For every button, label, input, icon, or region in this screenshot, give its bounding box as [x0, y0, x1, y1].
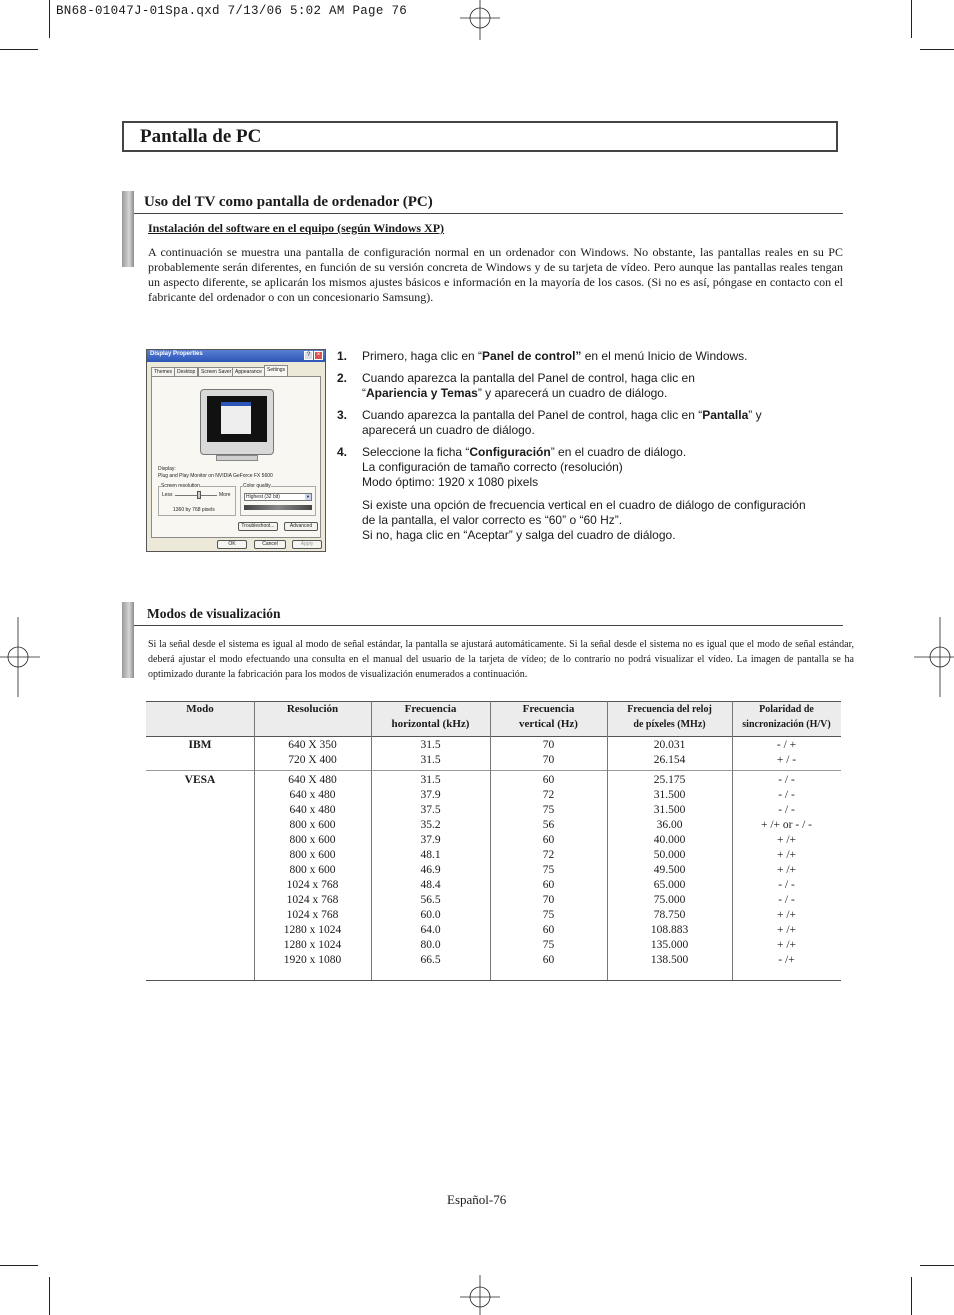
color-group-label: Color quality [243, 483, 271, 489]
registration-mark [460, 0, 500, 40]
table-cell-h-freq: 31.5 [420, 774, 441, 786]
table-cell-polarity: + /+ [776, 924, 797, 936]
resolution-group [158, 483, 236, 516]
step-text-part: ” y aparecerá un cuadro de diálogo. [477, 386, 668, 400]
table-cell-pixel-clock: 138.500 [650, 954, 689, 966]
step-line [362, 349, 748, 364]
table-cell-pixel-clock: 25.175 [653, 774, 686, 786]
header-line: Frecuencia [404, 703, 457, 715]
table-cell-polarity: - /+ [778, 954, 795, 966]
table-cell-polarity: - / - [778, 879, 795, 891]
table-cell-pixel-clock: 75.000 [653, 894, 686, 906]
table-cell-pixel-clock: 20.031 [653, 739, 686, 751]
step-text-part: Cuando aparezca la pantalla del Panel de control, haga clic en [362, 371, 695, 385]
table-cell-h-freq: 64.0 [420, 924, 441, 936]
table-cell-h-freq: 37.5 [420, 804, 441, 816]
page-title: Pantalla de PC [140, 126, 262, 147]
table-cell-pixel-clock: 78.750 [653, 909, 686, 921]
step-keyword: Configuración [469, 445, 551, 459]
table-cell-v-freq: 60 [542, 924, 555, 936]
table-cell-resolution: 800 x 600 [289, 849, 336, 861]
table-cell-resolution: 1280 x 1024 [283, 924, 342, 936]
table-cell-pixel-clock: 50.000 [653, 849, 686, 861]
step-line [362, 445, 686, 460]
monitor-window [221, 402, 251, 434]
table-cell-polarity: + /+ [776, 864, 797, 876]
table-cell-polarity: + /+ [776, 849, 797, 861]
table-cell-v-freq: 75 [542, 804, 555, 816]
step-text [362, 445, 686, 490]
crop-mark [920, 49, 954, 50]
window-titlebar [147, 350, 325, 362]
step-number: 2. [337, 371, 348, 385]
table-cell-polarity: + /+ [776, 909, 797, 921]
settings-panel [151, 376, 321, 538]
step-note [362, 498, 806, 543]
less-label: Less [162, 492, 173, 498]
table-cell-resolution: 720 X 400 [288, 754, 337, 766]
table-cell-pixel-clock: 31.500 [653, 789, 686, 801]
table-cell-resolution: 1024 x 768 [286, 894, 339, 906]
chevron-down-icon: ▼ [306, 494, 310, 499]
cancel-button: Cancel [254, 540, 286, 549]
table-cell-h-freq: 48.4 [420, 879, 441, 891]
table-cell-resolution: 640 x 480 [289, 804, 336, 816]
section-underline [134, 625, 843, 626]
step-text-part: ” y [748, 408, 762, 422]
step-text [362, 408, 762, 438]
table-cell-v-freq: 75 [542, 939, 555, 951]
step-text-part: Seleccione la ficha “ [362, 445, 470, 459]
step-text-part: en el menú Inicio de Windows. [581, 349, 748, 363]
table-cell-v-freq: 56 [542, 819, 555, 831]
table-cell-h-freq: 48.1 [420, 849, 441, 861]
step-text [362, 349, 748, 364]
step-text-part: aparecerá un cuadro de diálogo. [362, 423, 535, 437]
table-cell-polarity: + /+ [776, 939, 797, 951]
color-select [244, 493, 312, 501]
step-line [362, 475, 686, 490]
table-cell-h-freq: 66.5 [420, 954, 441, 966]
tab-appearance: Appearance [232, 367, 265, 376]
step-text [362, 371, 695, 401]
step-keyword: Apariencia y Temas [366, 386, 478, 400]
table-cell-resolution: 640 x 480 [289, 789, 336, 801]
resolution-slider-track [175, 495, 217, 496]
tab-settings: Settings [264, 365, 288, 377]
header-line: de píxeles (MHz) [633, 719, 706, 730]
table-cell-v-freq: 60 [542, 954, 555, 966]
table-cell-h-freq: 56.5 [420, 894, 441, 906]
table-cell-resolution: 640 X 350 [288, 739, 337, 751]
table-cell-v-freq: 60 [542, 834, 555, 846]
table-cell-pixel-clock: 135.000 [650, 939, 689, 951]
table-cell-pixel-clock: 65.000 [653, 879, 686, 891]
header-line: Frecuencia del reloj [627, 704, 712, 715]
mode-cell: VESA [184, 774, 216, 786]
table-cell-h-freq: 37.9 [420, 789, 441, 801]
header-line: Polaridad de [759, 704, 814, 715]
table-header-polarity [732, 702, 841, 732]
header-line: horizontal (kHz) [391, 718, 470, 730]
note-line: Si existe una opción de frecuencia vertical en el cuadro de diálogo de configuración [362, 498, 806, 512]
table-cell-pixel-clock: 31.500 [653, 804, 686, 816]
monitor-icon [200, 389, 274, 455]
color-group [240, 483, 316, 516]
header-line: vertical (Hz) [519, 718, 578, 730]
table-cell-polarity: + / - [776, 754, 797, 766]
advanced-button: Advanced [284, 522, 318, 531]
table-cell-h-freq: 60.0 [420, 909, 441, 921]
table-cell-resolution: 800 x 600 [289, 819, 336, 831]
note-line: de la pantalla, el valor correcto es “60” o “60 Hz”. [362, 513, 623, 527]
table-header-h-freq [371, 702, 490, 732]
section-bar [122, 602, 134, 678]
table-cell-polarity: + /+ or - / - [761, 819, 812, 831]
table-cell-resolution: 1024 x 768 [286, 879, 339, 891]
step-text-part: Modo óptimo: 1920 x 1080 pixels [362, 475, 539, 489]
step-text-part: La configuración de tamaño correcto (resolución) [362, 460, 623, 474]
table-cell-resolution: 800 x 600 [289, 834, 336, 846]
section-title: Modos de visualización [147, 606, 281, 621]
step-line [362, 423, 762, 438]
display-label: Display: [158, 466, 176, 472]
page-title-box [122, 121, 838, 152]
step-number: 3. [337, 408, 348, 422]
troubleshoot-button: Troubleshoot... [238, 522, 278, 531]
table-cell-polarity: - / - [778, 789, 795, 801]
step-number: 1. [337, 349, 348, 363]
display-properties-screenshot [146, 349, 326, 552]
table-cell-v-freq: 70 [542, 739, 555, 751]
table-rule [146, 980, 841, 981]
section-intro: A continuación se muestra una pantalla de configuración normal en un ordenador con Windows. No obstante, las pantallas reales en su PC probablemente serán diferentes, en función de su versión concreta de Windows y de su tarjeta de vídeo. Pero aunque las pantallas reales tengan un aspecto diferente, se aplicarán los mismos ajustes básicos e información en la mayoría de los casos. (Si no es así, póngase en contacto con el fabricante del ordenador o con un concesionario Samsung). [148, 245, 843, 304]
table-cell-v-freq: 60 [542, 774, 555, 786]
header-line: sincronización (H/V) [742, 719, 831, 730]
table-cell-pixel-clock: 40.000 [653, 834, 686, 846]
resolution-value: 1360 by 768 pixels [173, 507, 215, 513]
table-rule [146, 736, 841, 737]
header-line: Resolución [286, 703, 339, 715]
table-cell-polarity: - / + [776, 739, 797, 751]
table-cell-v-freq: 70 [542, 754, 555, 766]
page-number: Español-76 [447, 1192, 507, 1207]
more-label: More [219, 492, 231, 498]
table-cell-h-freq: 35.2 [420, 819, 441, 831]
crop-mark [49, 1277, 50, 1315]
tab-themes: Themes [151, 367, 175, 376]
table-cell-h-freq: 31.5 [420, 739, 441, 751]
registration-mark [0, 617, 40, 697]
section-bar [122, 191, 134, 267]
table-cell-polarity: - / - [778, 894, 795, 906]
step-keyword: Panel de control” [482, 349, 582, 363]
resolution-group-label: Screen resolution [161, 483, 200, 489]
table-cell-polarity: + /+ [776, 834, 797, 846]
table-cell-resolution: 1920 x 1080 [283, 954, 342, 966]
step-text-part: Cuando aparezca la pantalla del Panel de control, haga clic en “ [362, 408, 703, 422]
section-title: Uso del TV como pantalla de ordenador (PC) [144, 194, 433, 210]
crop-mark [911, 0, 912, 38]
step-keyword: Pantalla [702, 408, 749, 422]
step-line [362, 460, 686, 475]
crop-mark [0, 49, 38, 50]
ok-button: OK [217, 540, 247, 549]
table-cell-pixel-clock: 49.500 [653, 864, 686, 876]
resolution-slider-thumb [197, 491, 201, 499]
apply-button: Apply [292, 540, 322, 549]
step-line [362, 386, 695, 401]
step-line [362, 371, 695, 386]
table-cell-v-freq: 75 [542, 909, 555, 921]
window-title: Display Properties [150, 351, 203, 357]
header-line: Frecuencia [522, 703, 575, 715]
registration-mark [460, 1275, 500, 1315]
note-line: Si no, haga clic en “Aceptar” y salga del cuadro de diálogo. [362, 528, 676, 542]
header-line: Modo [186, 703, 214, 715]
table-cell-polarity: - / - [778, 774, 795, 786]
monitor-screen [207, 396, 267, 442]
monitor-window-bar [221, 402, 251, 406]
table-header-mode [146, 702, 254, 717]
color-preview-bar [244, 505, 312, 510]
tab-screen-saver: Screen Saver [198, 367, 234, 376]
step-line [362, 408, 762, 423]
table-cell-resolution: 640 X 480 [288, 774, 337, 786]
table-cell-resolution: 1280 x 1024 [283, 939, 342, 951]
table-header-v-freq [490, 702, 607, 732]
table-cell-resolution: 800 x 600 [289, 864, 336, 876]
tab-desktop: Desktop [174, 367, 198, 376]
table-cell-v-freq: 75 [542, 864, 555, 876]
color-select-value: Highest (32 bit) [246, 494, 280, 500]
print-file-header: BN68-01047J-01Spa.qxd 7/13/06 5:02 AM Page 76 [56, 4, 408, 18]
crop-mark [0, 1265, 38, 1266]
table-cell-resolution: 1024 x 768 [286, 909, 339, 921]
table-cell-v-freq: 72 [542, 849, 555, 861]
table-rule [146, 770, 841, 771]
step-number: 4. [337, 445, 348, 459]
table-cell-h-freq: 31.5 [420, 754, 441, 766]
table-cell-pixel-clock: 36.00 [656, 819, 683, 831]
table-cell-polarity: - / - [778, 804, 795, 816]
table-cell-pixel-clock: 26.154 [653, 754, 686, 766]
section-underline [134, 213, 843, 214]
help-icon: ? [304, 351, 313, 360]
crop-mark [49, 0, 50, 38]
mode-cell: IBM [188, 739, 212, 751]
table-header-pixel-clock [607, 702, 732, 732]
table-cell-h-freq: 80.0 [420, 939, 441, 951]
display-value: Plug and Play Monitor on NVIDIA GeForce FX 5600 [158, 473, 273, 479]
registration-mark [914, 617, 954, 697]
step-text-part: Primero, haga clic en “ [362, 349, 483, 363]
table-header-resolution [254, 702, 371, 717]
table-cell-v-freq: 72 [542, 789, 555, 801]
monitor-stand [216, 455, 258, 461]
table-cell-v-freq: 70 [542, 894, 555, 906]
section-subtitle: Instalación del software en el equipo (según Windows XP) [148, 221, 445, 235]
table-cell-v-freq: 60 [542, 879, 555, 891]
crop-mark [920, 1265, 954, 1266]
table-cell-pixel-clock: 108.883 [650, 924, 689, 936]
crop-mark [911, 1277, 912, 1315]
table-cell-h-freq: 46.9 [420, 864, 441, 876]
section-intro: Si la señal desde el sistema es igual al modo de señal estándar, la pantalla se ajustará automáticamente. Si la señal desde el sistema no es igual que el modo de señal estándar, deberá ajustar el modo efectuando una consulta en el manual del usuario de la tarjeta de vídeo; de lo contrario no podrá visualizar el vídeo. La imagen de pantalla se ha optimizado durante la fabricación para los modos de visualización enumerados a continuación. [148, 639, 854, 680]
step-text-part: ” en el cuadro de diálogo. [550, 445, 687, 459]
close-icon: × [314, 351, 323, 360]
table-cell-h-freq: 37.9 [420, 834, 441, 846]
step-text-part: “ [362, 386, 366, 400]
